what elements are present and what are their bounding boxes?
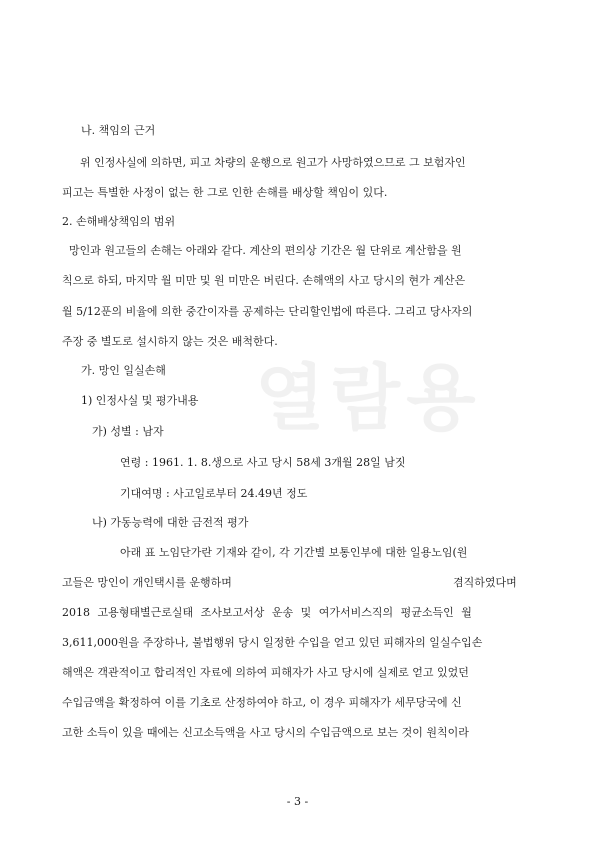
paragraph-line-part: 겸직하였다며 (453, 576, 517, 589)
page-number: - 3 - (286, 795, 309, 808)
paragraph-line: 월 5/12푼의 비율에 의한 중간이자를 공제하는 단리할인법에 따른다. 그리고 당사자의 (62, 305, 473, 318)
subheading-deceased-lost-earnings: 가. 망인 일실손해 (81, 364, 166, 377)
paragraph-line: 수입금액을 확정하여 이를 기초로 산정하여야 하고, 이 경우 피해자가 세무당국에 신 (62, 696, 462, 709)
item-age: 연령 : 1961. 1. 8.생으로 사고 당시 58세 3개월 28일 남짓 (120, 456, 406, 469)
watermark-text: 열람용 (255, 356, 482, 440)
paragraph-line-part: 고들은 망인이 개인택시를 운행하며 (62, 576, 232, 589)
paragraph-line: 고한 소득이 있을 때에는 신고소득액을 사고 당시의 수입금액으로 보는 것이 원칙이라 (62, 726, 469, 739)
paragraph-line: 피고는 특별한 사정이 없는 한 그로 인한 손해를 배상할 책임이 있다. (62, 186, 388, 199)
paragraph-line: 칙으로 하되, 마지막 월 미만 및 원 미만은 버린다. 손해액의 사고 당시의 현가 계산은 (62, 274, 466, 287)
paragraph-line: 해액은 객관적이고 합리적인 자료에 의하여 피해자가 사고 당시에 실제로 얻고 있었던 (62, 666, 469, 679)
paragraph-line: 망인과 원고들의 손해는 아래와 같다. 계산의 편의상 기간은 월 단위로 계산함을 원 (69, 244, 462, 257)
section-heading-damages-scope: 2. 손해배상책임의 범위 (62, 215, 176, 228)
item-heading: 1) 인정사실 및 평가내용 (81, 394, 199, 407)
paragraph-line: 아래 표 노임단가란 기재와 같이, 각 기간별 보통인부에 대한 일용노임(원 (120, 546, 468, 559)
paragraph-line: 3,611,000원을 주장하나, 불법행위 당시 일정한 수입을 얻고 있던 피해자의 일실수입손 (62, 636, 483, 649)
paragraph-line: 주장 중 별도로 설시하지 않는 것은 배척한다. (62, 335, 278, 348)
item-gender: 가) 성별 : 남자 (92, 425, 164, 438)
paragraph-line (80, 156, 536, 170)
item-life-expectancy: 기대여명 : 사고일로부터 24.49년 정도 (120, 487, 308, 500)
paragraph-line: 2018 고용형태별근로실태 조사보고서상 운송 및 여가서비스직의 평균소득인 월 (62, 606, 472, 619)
text-span: 위 인정사실에 의하면, 피고 차량의 운행으로 원고가 사망하였으므로 그 보험자인 (80, 156, 466, 169)
item-earning-capacity: 나) 가동능력에 대한 금전적 평가 (92, 516, 249, 529)
heading-basis-of-liability: 나. 책임의 근거 (81, 124, 156, 137)
